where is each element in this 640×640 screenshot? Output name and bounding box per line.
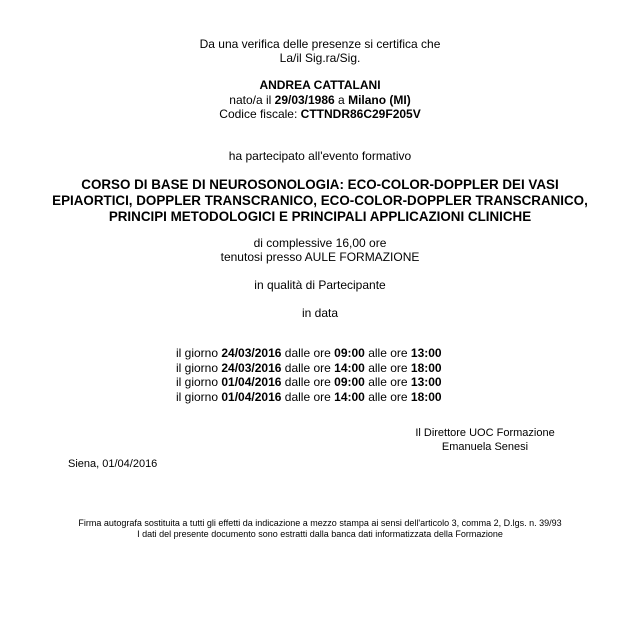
- session-start: 09:00: [334, 375, 365, 390]
- role-line: in qualità di Partecipante: [254, 278, 386, 292]
- signatory-title: Il Direttore UOC Formazione: [415, 427, 555, 439]
- schedule-row: [176, 375, 442, 390]
- course-title-line-1: CORSO DI BASE DI NEUROSONOLOGIA: ECO-COLOR-DOPPLER DEI VASI: [81, 177, 559, 192]
- from-prefix: dalle ore: [284, 375, 331, 390]
- session-date: 24/03/2016: [221, 360, 282, 375]
- from-prefix: dalle ore: [284, 389, 331, 404]
- session-date: 01/04/2016: [221, 389, 282, 404]
- venue-line: tenutosi presso AULE FORMAZIONE: [220, 250, 420, 264]
- course-title-line-2: EPIAORTICI, DOPPLER TRANSCRANICO, ECO-COLOR-DOPPLER TRANSCRANICO,: [52, 193, 588, 208]
- session-date: 24/03/2016: [221, 346, 282, 360]
- fiscal-code-value: CTTNDR86C29F205V: [300, 107, 421, 121]
- footer-line-1: Firma autografa sostituita a tutti gli effetti da indicazione a mezzo stampa ai sensi dell'articolo 3, comma 2, D.lgs. n. 39/93: [78, 518, 562, 528]
- session-end: 13:00: [410, 375, 442, 390]
- participant-name: ANDREA CATTALANI: [259, 78, 381, 92]
- session-end: 13:00: [410, 346, 442, 360]
- signatory-name: Emanuela Senesi: [441, 441, 529, 453]
- course-title-line-3: PRINCIPI METODOLOGICI E PRINCIPALI APPLICAZIONI CLINICHE: [108, 209, 532, 224]
- participation-statement: ha partecipato all'evento formativo: [228, 149, 412, 163]
- birth-info: [0, 93, 640, 107]
- session-start: 09:00: [334, 346, 365, 360]
- intro-line-1: Da una verifica delle presenze si certifica che: [199, 37, 441, 51]
- to-prefix: alle ore: [368, 389, 408, 404]
- schedule: [176, 346, 442, 404]
- session-start: 14:00: [334, 360, 365, 375]
- day-prefix: il giorno: [176, 360, 219, 375]
- footer-line-2: I dati del presente documento sono estratti dalla banca dati informatizzata della Formazione: [137, 529, 503, 539]
- session-start: 14:00: [334, 389, 365, 404]
- day-prefix: il giorno: [176, 346, 219, 360]
- dates-label: in data: [301, 306, 339, 320]
- born-prefix: nato/a il: [229, 93, 272, 107]
- schedule-row: [176, 346, 442, 361]
- fiscal-code-label: Codice fiscale:: [219, 107, 298, 121]
- day-prefix: il giorno: [176, 375, 219, 390]
- born-at: a: [338, 93, 345, 107]
- birth-place: Milano (MI): [348, 93, 411, 107]
- intro-line-2: La/il Sig.ra/Sig.: [279, 51, 361, 65]
- birth-date: 29/03/1986: [274, 93, 335, 107]
- from-prefix: dalle ore: [284, 360, 331, 375]
- session-end: 18:00: [410, 360, 442, 375]
- day-prefix: il giorno: [176, 389, 219, 404]
- from-prefix: dalle ore: [284, 346, 331, 360]
- schedule-row: [176, 361, 442, 376]
- session-end: 18:00: [410, 389, 442, 404]
- to-prefix: alle ore: [368, 346, 408, 360]
- hours-line: di complessive 16,00 ore: [253, 236, 387, 250]
- place-and-date: Siena, 01/04/2016: [68, 458, 158, 470]
- fiscal-code-line: [0, 107, 640, 121]
- schedule-row: [176, 390, 442, 405]
- session-date: 01/04/2016: [221, 375, 282, 390]
- to-prefix: alle ore: [368, 360, 408, 375]
- to-prefix: alle ore: [368, 375, 408, 390]
